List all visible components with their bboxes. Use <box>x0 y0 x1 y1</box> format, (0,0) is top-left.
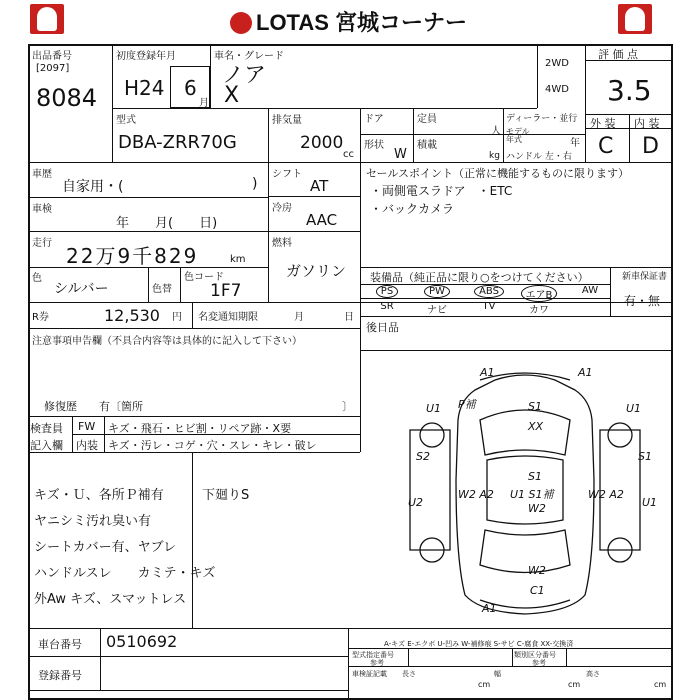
rule <box>360 302 361 452</box>
rule <box>28 162 673 163</box>
wheel-fr <box>608 423 632 447</box>
shape: W <box>394 147 407 162</box>
spec-cm-3: cm <box>654 680 667 689</box>
capacity-label: 定員 <box>417 114 437 125</box>
notes-label: 注意事項申告欄（不具合内容等は具体的に記入して下さい） <box>32 336 302 347</box>
equip-navi: ナビ <box>427 305 447 316</box>
door-label: ドア <box>364 114 384 125</box>
fw-label: FW <box>78 420 96 433</box>
notice-month: 月 <box>294 312 304 323</box>
inspection-label: 車検 <box>32 204 52 215</box>
color-label: 色 <box>32 273 42 284</box>
rule <box>28 302 673 303</box>
mark-a1-front-right: A1 <box>578 366 593 379</box>
hand-right: 下廻りS <box>202 488 250 503</box>
month: 6 <box>184 76 197 100</box>
rule <box>360 350 673 351</box>
mark-w2-roof: W2 <box>528 502 546 515</box>
notice-day: 日 <box>344 312 354 323</box>
rule <box>408 648 409 666</box>
mark-w2a2-right: W2 A2 <box>588 488 624 501</box>
spec-ref-2: 参考 <box>532 659 546 667</box>
mark-s1-hood: S1 <box>528 400 542 413</box>
brand-name: LOTAS 宮城コーナー <box>256 10 468 35</box>
color-code-label: 色コード <box>184 272 224 283</box>
mileage-label: 走行 <box>32 238 52 249</box>
equip-abs: ABS <box>466 285 512 298</box>
rule <box>512 648 513 666</box>
person-unit: 人 <box>491 126 501 137</box>
recycle-value: 12,530 <box>104 306 160 325</box>
rule <box>360 134 585 135</box>
name-notice-label: 名変通知期限 <box>198 312 258 323</box>
model: DBA-ZRR70G <box>118 132 237 153</box>
car-diagram <box>380 360 670 622</box>
hand-line-4: ハンドルスレ カミテ・キズ <box>34 566 216 581</box>
hand-line-2: ヤニシミ汚れ臭い有 <box>34 514 152 529</box>
first-reg-label: 初度登録年月 <box>116 51 176 62</box>
equip-ps: PS <box>364 285 410 298</box>
cc-unit: cc <box>343 149 354 160</box>
wheel-fl <box>420 423 444 447</box>
recycle-label: R券 <box>32 312 49 323</box>
spec-length-label: 長さ <box>402 670 416 678</box>
spec-type-label: 型式指定番号 <box>352 651 394 659</box>
fuel-value: ガソリン <box>286 262 347 280</box>
rule <box>28 656 348 657</box>
spec-cm-1: cm <box>478 680 491 689</box>
lot-number: 8084 <box>36 84 98 112</box>
chassis-label: 車台番号 <box>38 638 82 651</box>
interior-row-label: 内装 <box>76 439 98 452</box>
sales-label: セールスポイント（正常に機能するものに限ります） <box>366 167 630 180</box>
drive-4wd: 4WD <box>545 84 569 95</box>
mileage-value: 22万9千829 <box>66 244 199 268</box>
shift-value: AT <box>310 177 329 195</box>
rule <box>72 416 73 452</box>
rule <box>537 44 538 108</box>
mark-u1-left: U1 <box>426 402 442 415</box>
handle-label: ハンドル 左・右 <box>506 152 572 162</box>
mark-w2-rear: W2 <box>528 564 546 577</box>
rule <box>348 628 349 700</box>
hand-line-1: キズ・Ｕ、各所Ｐ補有 <box>34 488 164 503</box>
rule <box>112 44 113 162</box>
history-value: 自家用・( <box>62 179 124 195</box>
reg-label: 登録番号 <box>38 669 82 682</box>
mark-s1-right: S1 <box>638 450 652 463</box>
sales-point-2: ・バックカメラ <box>370 202 455 216</box>
spec-cm-2: cm <box>568 680 581 689</box>
equip-sr: SR <box>380 301 394 312</box>
mark-s1-roof: S1 <box>528 470 542 483</box>
rule <box>566 648 567 666</box>
rule <box>192 452 193 628</box>
mark-c1-rear: C1 <box>530 584 545 597</box>
mark-u2: U2 <box>408 496 424 509</box>
rule <box>629 114 630 162</box>
rule <box>413 108 414 162</box>
history-close: ) <box>252 176 258 192</box>
ext-label: 外 装 <box>590 117 616 130</box>
lot-label: 出品番号 <box>32 51 72 62</box>
warranty-value: 有・無 <box>624 294 661 308</box>
year-unit: 年 <box>570 138 580 149</box>
rule <box>112 108 537 109</box>
record-label: 記入欄 <box>30 439 63 452</box>
mark-xx: XX <box>528 420 544 433</box>
rule <box>360 267 673 268</box>
equip-aw: AW <box>581 285 599 296</box>
rule <box>210 44 211 108</box>
left-logo-mark <box>30 4 64 34</box>
spec-class-label: 類別区分番号 <box>514 651 556 659</box>
spec-cert-label: 車検証記載 <box>352 670 387 678</box>
rear-label: 後日品 <box>366 321 399 334</box>
rule <box>268 196 360 197</box>
sales-point-1: ・両側電スラドア ・ETC <box>370 184 513 198</box>
rule <box>28 197 268 198</box>
score: 3.5 <box>607 74 652 107</box>
mark-u1-rear-right: U1 <box>642 496 658 509</box>
rule <box>348 648 673 649</box>
model-label: 型式 <box>116 115 136 126</box>
rule <box>28 416 360 417</box>
rule <box>360 108 361 162</box>
rule <box>148 267 149 302</box>
interior-items: キズ・汚レ・コゲ・穴・スレ・キレ・破レ <box>108 439 317 452</box>
mark-w2a2-left: W2 A2 <box>458 488 494 501</box>
rule <box>348 666 673 667</box>
mark-a1-rear: A1 <box>482 602 497 615</box>
left-side <box>410 430 450 550</box>
shape-label: 形状 <box>364 140 384 151</box>
model-year-label: モデル年式 <box>506 127 530 144</box>
equip-pw: PW <box>414 285 460 298</box>
color-value: シルバー <box>54 281 109 297</box>
equip-tv: TV <box>482 301 496 312</box>
drive-2wd: 2WD <box>545 58 569 69</box>
history-label: 車歴 <box>32 169 52 180</box>
spec-width-label: 幅 <box>494 670 501 678</box>
chassis-value: 0510692 <box>106 632 178 651</box>
spec-height-label: 高さ <box>586 670 600 678</box>
era: H24 <box>124 76 165 100</box>
mark-s2: S2 <box>416 450 430 463</box>
km-unit: km <box>230 254 246 265</box>
damage-legend: A-キズ E-エクボ U-凹み W-補修痕 S-サビ C-腐食 XX-交換済 <box>384 640 574 648</box>
ac-label: 冷房 <box>272 203 292 214</box>
int-grade: D <box>642 134 659 159</box>
repair-label: 修復歴 有〔箇所 <box>44 400 143 413</box>
grade: X <box>224 83 240 108</box>
rear-window <box>480 530 570 573</box>
rule <box>28 690 348 691</box>
rule <box>192 302 193 328</box>
rule <box>268 162 269 302</box>
repair-close: 〕 <box>342 400 353 413</box>
dealer-label: ディーラー・並行 <box>506 114 578 124</box>
rule <box>180 267 181 302</box>
fuel-label: 燃料 <box>272 238 292 249</box>
rule <box>360 316 673 317</box>
spec-ref-1: 参考 <box>370 659 384 667</box>
rule <box>360 162 361 302</box>
score-label: 評 価 点 <box>598 48 638 61</box>
displacement-label: 排気量 <box>272 115 302 126</box>
lot-small: [2097] <box>36 63 70 74</box>
brand-logo <box>230 6 467 37</box>
int-label: 内 装 <box>634 117 660 130</box>
rule <box>100 628 101 690</box>
new-warranty-label: 新車保証書 <box>622 272 668 282</box>
fw-items: キズ・飛石・ヒビ割・リペア跡・X要 <box>108 422 292 435</box>
color-change-label: 色替 <box>152 284 172 295</box>
inspector-label: 検査員 <box>30 422 63 435</box>
rule <box>28 628 673 629</box>
rule <box>585 44 586 162</box>
mark-u1-right: U1 <box>626 402 642 415</box>
month-unit: 月 <box>199 98 209 109</box>
load-label: 積載 <box>417 140 437 151</box>
ext-grade: C <box>598 134 614 159</box>
brand-icon <box>230 12 252 34</box>
equip-kawa: カワ <box>529 305 549 316</box>
name-label: 車名・グレード <box>214 51 284 62</box>
windshield <box>480 410 570 455</box>
rule <box>503 108 504 162</box>
hand-line-5: 外Aw キズ、スマットレス <box>34 592 187 607</box>
inspection-value: 年 月( 日) <box>116 216 218 231</box>
hand-line-3: シートカバー有、ヤブレ <box>34 540 177 555</box>
equip-label: 装備品（純正品に限り○をつけてください） <box>370 271 589 284</box>
rule <box>28 328 360 329</box>
ac-value: AAC <box>306 211 338 229</box>
mark-p-repair: P補 <box>458 398 476 411</box>
rule <box>268 108 269 162</box>
kg-unit: kg <box>489 151 500 161</box>
rule <box>360 298 610 299</box>
car-name: ノア <box>222 63 267 88</box>
rule <box>104 416 105 452</box>
mark-a1-front-left: A1 <box>480 366 495 379</box>
rule <box>610 267 611 316</box>
mark-u1-roof: U1 S1補 <box>510 488 554 501</box>
color-code: 1F7 <box>210 281 242 301</box>
rule <box>28 231 268 232</box>
shift-label: シフト <box>272 169 302 180</box>
equip-airbag: エアB <box>516 285 562 302</box>
yen-unit: 円 <box>172 312 182 323</box>
right-logo-mark <box>618 4 652 34</box>
displacement: 2000 <box>300 133 344 153</box>
rule <box>268 231 360 232</box>
